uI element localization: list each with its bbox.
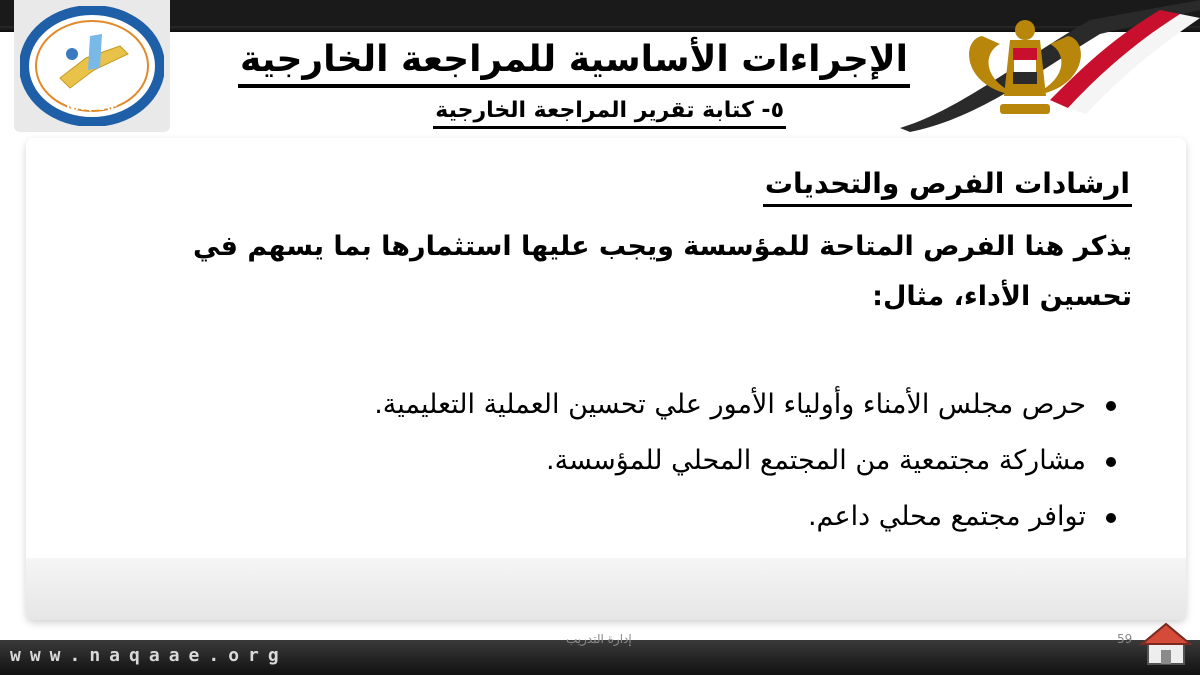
slide-subtitle: ٥- كتابة تقرير المراجعة الخارجية [433,96,786,129]
footer-department: إدارة التدريب [566,632,632,646]
footer-url[interactable]: www.naqaae.org [10,645,288,666]
logo-panel [14,0,170,132]
naqaae-logo-icon [20,6,164,126]
home-icon[interactable] [1138,618,1194,668]
slide-title: الإجراءات الأساسية للمراجعة الخارجية [238,36,910,88]
list-item: مشاركة مجتمعية من المجتمع المحلي للمؤسسة. [216,444,1116,500]
bullet-dot-icon [1106,513,1116,523]
section-paragraph: يذكر هنا الفرص المتاحة للمؤسسة ويجب عليها استثمارها بما يسهم في تحسين الأداء، مثال: [192,231,1132,312]
bullet-dot-icon [1106,457,1116,467]
section-heading: ارشادات الفرص والتحديات [763,164,1132,207]
bullet-dot-icon [1106,401,1116,411]
egypt-eagle-icon [900,0,1200,132]
bullet-list [216,388,1116,556]
page-number: 59 [1117,632,1133,646]
list-item: حرص مجلس الأمناء وأولياء الأمور علي تحسين العملية التعليمية. [216,388,1116,444]
logo-text: NAQAAE [66,100,118,113]
list-item: توافر مجتمع محلي داعم. [216,500,1116,556]
